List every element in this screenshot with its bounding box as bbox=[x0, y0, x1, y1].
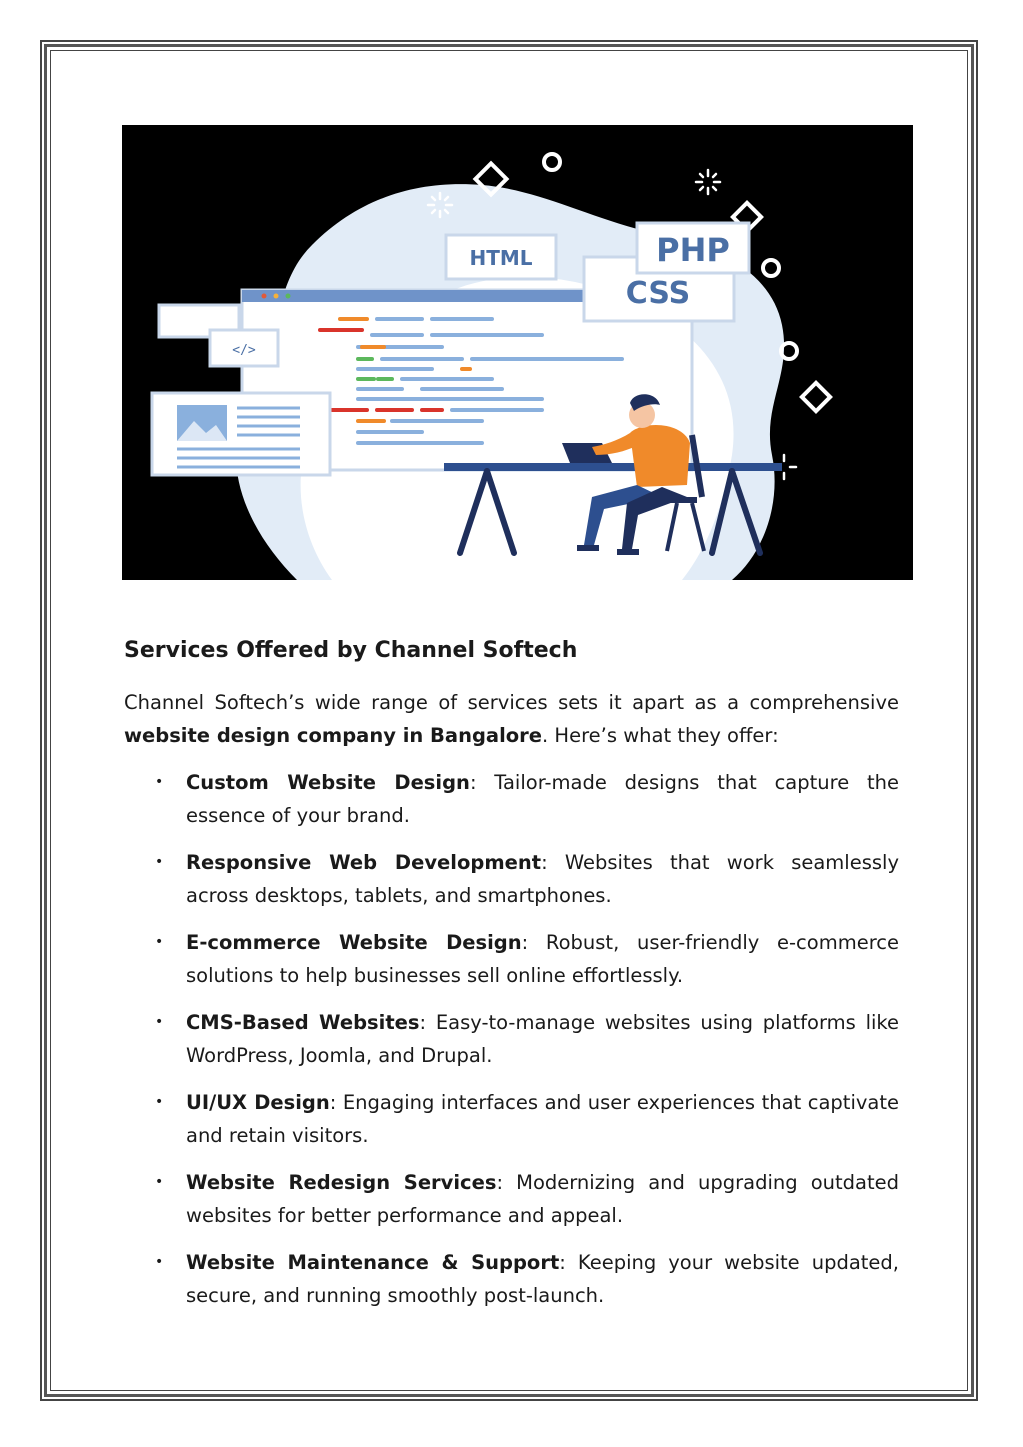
list-item bbox=[124, 926, 899, 992]
css-badge-label: CSS bbox=[625, 276, 691, 311]
service-title: CMS-Based Websites bbox=[186, 1011, 420, 1034]
intro-text-end: . Here’s what they offer: bbox=[542, 724, 779, 747]
service-description: : Easy-to-manage websites using platforms like WordPress, Joomla, and Drupal. bbox=[186, 1011, 899, 1067]
intro-paragraph bbox=[124, 686, 899, 752]
list-item bbox=[124, 766, 899, 832]
bullet-icon: • bbox=[155, 774, 164, 790]
hero-illustration bbox=[122, 125, 913, 580]
main-content bbox=[124, 636, 899, 1326]
service-description: : Robust, user-friendly e-commerce solutions to help businesses sell online effortlessly. bbox=[186, 931, 899, 987]
service-description: : Websites that work seamlessly across desktops, tablets, and smartphones. bbox=[186, 851, 899, 907]
service-title: UI/UX Design bbox=[186, 1091, 330, 1114]
service-title: E-commerce Website Design bbox=[186, 931, 522, 954]
service-title: Website Maintenance & Support bbox=[186, 1251, 560, 1274]
list-item bbox=[124, 1166, 899, 1232]
bullet-icon: • bbox=[155, 1094, 164, 1110]
section-heading: Services Offered by Channel Softech bbox=[124, 638, 578, 663]
service-title: Custom Website Design bbox=[186, 771, 470, 794]
bullet-icon: • bbox=[155, 1254, 164, 1270]
service-title: Website Redesign Services bbox=[186, 1171, 497, 1194]
service-description: : Tailor-made designs that capture the essence of your brand. bbox=[186, 771, 899, 827]
bullet-icon: • bbox=[155, 854, 164, 870]
list-item bbox=[124, 1086, 899, 1152]
service-description: : Keeping your website updated, secure, and running smoothly post-launch. bbox=[186, 1251, 899, 1307]
services-list bbox=[124, 766, 899, 1312]
php-badge-label: PHP bbox=[656, 231, 730, 269]
service-description: : Modernizing and upgrading outdated websites for better performance and appeal. bbox=[186, 1171, 899, 1227]
service-title: Responsive Web Development bbox=[186, 851, 542, 874]
intro-keyword: website design company in Bangalore bbox=[124, 724, 543, 747]
intro-text-start: Channel Softech’s wide range of services sets it apart as a comprehensive bbox=[124, 691, 899, 714]
list-item bbox=[124, 1006, 899, 1072]
bullet-icon: • bbox=[155, 1174, 164, 1190]
html-badge-label: HTML bbox=[469, 246, 533, 270]
bullet-icon: • bbox=[155, 934, 164, 950]
list-item bbox=[124, 1246, 899, 1312]
service-description: : Engaging interfaces and user experiences that captivate and retain visitors. bbox=[186, 1091, 899, 1147]
list-item bbox=[124, 846, 899, 912]
bullet-icon: • bbox=[155, 1014, 164, 1030]
code-tag-label: </> bbox=[232, 343, 256, 358]
